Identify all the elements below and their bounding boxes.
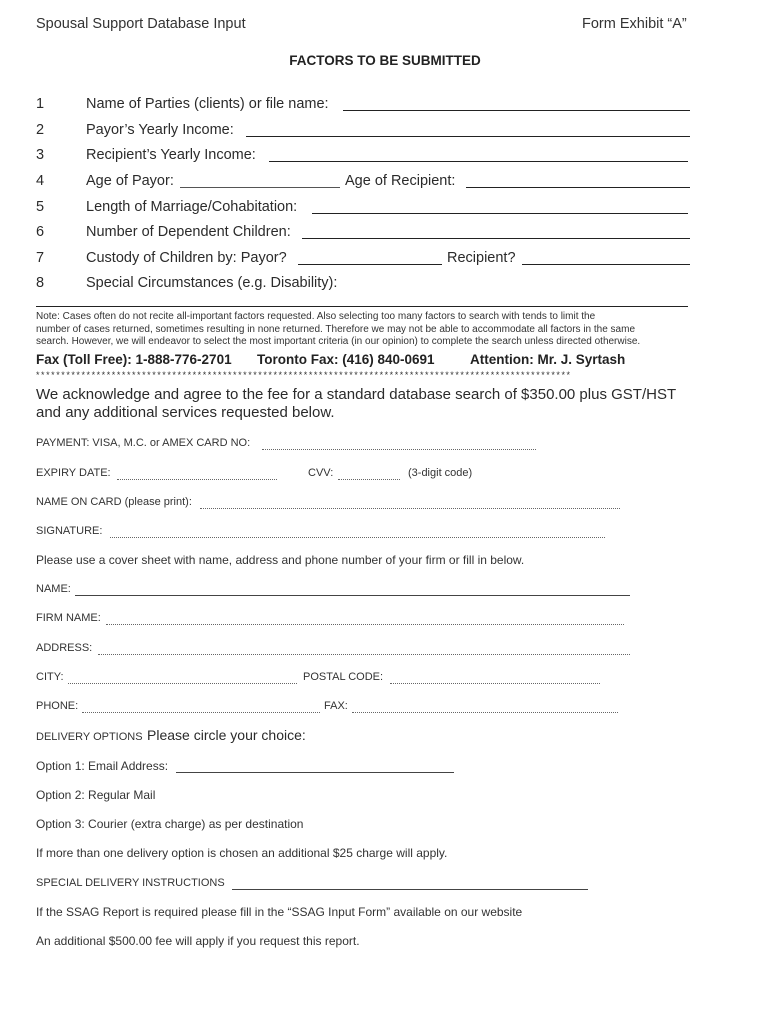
form-exhibit-label: Form Exhibit “A” bbox=[582, 16, 687, 32]
factor-label: Length of Marriage/Cohabitation: bbox=[86, 199, 298, 215]
factor-label: Recipient’s Yearly Income: bbox=[86, 147, 256, 163]
factor-label: Special Circumstances (e.g. Disability): bbox=[86, 275, 338, 291]
name-on-card-field[interactable] bbox=[200, 508, 620, 509]
delivery-options-label: DELIVERY OPTIONS bbox=[36, 731, 143, 743]
payor-income-field[interactable] bbox=[246, 136, 690, 137]
recipient-income-field[interactable] bbox=[269, 161, 688, 162]
cvv-note: (3-digit code) bbox=[408, 467, 473, 479]
signature-field[interactable] bbox=[110, 537, 605, 538]
ssag-report-text: If the SSAG Report is required please fill in the “SSAG Input Form” available on our website bbox=[36, 905, 523, 919]
circle-choice-text: Please circle your choice: bbox=[147, 727, 306, 743]
cvv-label: CVV: bbox=[308, 467, 334, 479]
special-delivery-label: SPECIAL DELIVERY INSTRUCTIONS bbox=[36, 877, 225, 889]
delivery-option-3[interactable]: Option 3: Courier (extra charge) as per destination bbox=[36, 817, 304, 831]
name-label: NAME: bbox=[36, 583, 71, 595]
delivery-option-2[interactable]: Option 2: Regular Mail bbox=[36, 788, 156, 802]
email-address-field[interactable] bbox=[176, 772, 454, 773]
recipient-age-field[interactable] bbox=[466, 187, 690, 188]
fax-field[interactable] bbox=[352, 712, 618, 713]
phone-label: PHONE: bbox=[36, 700, 79, 712]
factor-label: Name of Parties (clients) or file name: bbox=[86, 96, 329, 112]
separator: ********************************************************************************************************** bbox=[36, 370, 572, 380]
factor-label: Age of Payor: bbox=[86, 173, 174, 189]
special-delivery-field[interactable] bbox=[232, 889, 588, 890]
special-circumstances-field[interactable] bbox=[36, 306, 688, 307]
recipient-age-label: Age of Recipient: bbox=[345, 173, 456, 189]
page-title: FACTORS TO BE SUBMITTED bbox=[289, 53, 481, 68]
fax-toll-free: Fax (Toll Free): 1-888-776-2701 bbox=[36, 352, 232, 367]
acknowledgement-text: We acknowledge and agree to the fee for a standard database search of $350.00 plus GST/HST and any additional services requested below. bbox=[36, 386, 677, 421]
delivery-option-1[interactable]: Option 1: Email Address: bbox=[36, 759, 169, 773]
extra-charge-text: If more than one delivery option is chosen an additional $25 charge will apply. bbox=[36, 846, 448, 860]
custody-recipient-label: Recipient? bbox=[447, 250, 516, 266]
address-label: ADDRESS: bbox=[36, 642, 93, 654]
expiry-date-field[interactable] bbox=[117, 479, 277, 480]
header-title: Spousal Support Database Input bbox=[36, 16, 246, 32]
card-number-field[interactable] bbox=[262, 449, 536, 450]
ssag-fee-text: An additional $500.00 fee will apply if you request this report. bbox=[36, 934, 360, 948]
factor-label: Custody of Children by: Payor? bbox=[86, 250, 287, 266]
factor-label: Number of Dependent Children: bbox=[86, 224, 291, 240]
postal-code-label: POSTAL CODE: bbox=[303, 671, 384, 683]
phone-field[interactable] bbox=[82, 712, 320, 713]
address-field[interactable] bbox=[98, 654, 630, 655]
attention-line: Attention: Mr. J. Syrtash bbox=[470, 352, 626, 367]
cvv-field[interactable] bbox=[338, 479, 400, 480]
party-names-field[interactable] bbox=[343, 110, 690, 111]
factor-number: 3 bbox=[36, 147, 45, 163]
postal-code-field[interactable] bbox=[390, 683, 600, 684]
name-on-card-label: NAME ON CARD (please print): bbox=[36, 496, 192, 508]
city-field[interactable] bbox=[68, 683, 297, 684]
factor-number: 7 bbox=[36, 250, 45, 266]
factor-number: 4 bbox=[36, 173, 45, 189]
payor-age-field[interactable] bbox=[180, 187, 340, 188]
firm-name-label: FIRM NAME: bbox=[36, 612, 101, 624]
delivery-options-heading bbox=[36, 727, 306, 745]
factor-number: 8 bbox=[36, 275, 45, 291]
factor-label: Payor’s Yearly Income: bbox=[86, 122, 234, 138]
card-number-label: PAYMENT: VISA, M.C. or AMEX CARD NO: bbox=[36, 437, 251, 449]
fax-label: FAX: bbox=[324, 700, 348, 712]
toronto-fax: Toronto Fax: (416) 840-0691 bbox=[257, 352, 435, 367]
cover-sheet-text: Please use a cover sheet with name, address and phone number of your firm or fill in below. bbox=[36, 553, 525, 567]
signature-label: SIGNATURE: bbox=[36, 525, 103, 537]
custody-recipient-field[interactable] bbox=[522, 264, 690, 265]
expiry-label: EXPIRY DATE: bbox=[36, 467, 111, 479]
factor-number: 1 bbox=[36, 96, 45, 112]
note-text: Note: Cases often do not recite all-important factors requested. Also selecting too many factors to search with tends to limit the number of cases returned, sometimes resulting in none returned. Therefore we may not be able to accommodate all factors in the same search. However, we will endeavor to select the most important criteria (in our opinion) to complete the search unless directed otherwise. bbox=[36, 311, 641, 348]
firm-name-field[interactable] bbox=[106, 624, 624, 625]
factor-number: 6 bbox=[36, 224, 45, 240]
name-field[interactable] bbox=[75, 595, 630, 596]
factor-number: 2 bbox=[36, 122, 45, 138]
dependent-children-field[interactable] bbox=[302, 238, 690, 239]
city-label: CITY: bbox=[36, 671, 64, 683]
marriage-length-field[interactable] bbox=[312, 213, 688, 214]
custody-payor-field[interactable] bbox=[298, 264, 442, 265]
factor-number: 5 bbox=[36, 199, 45, 215]
